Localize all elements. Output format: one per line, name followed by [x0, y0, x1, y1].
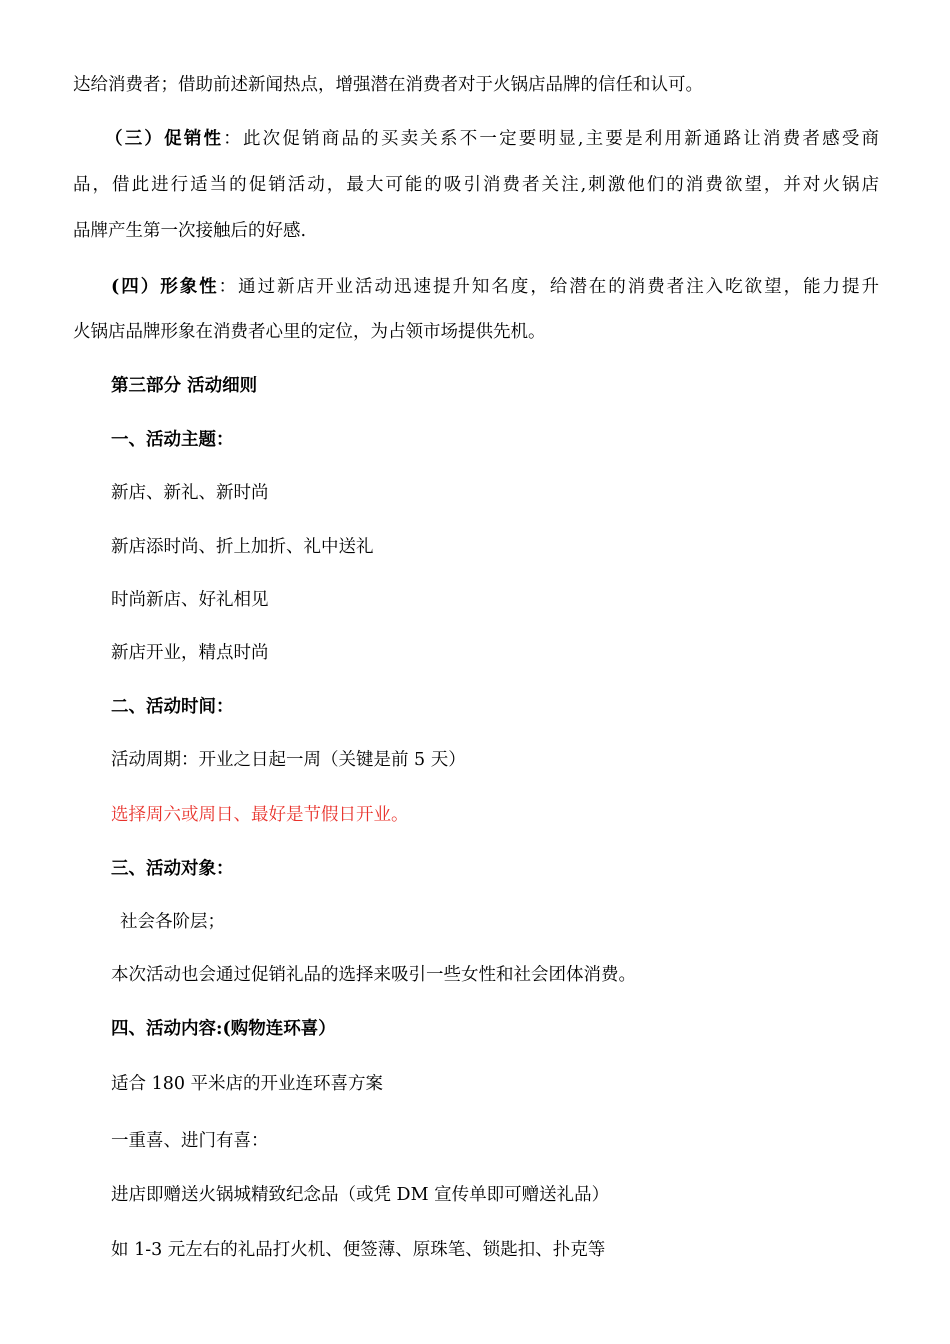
paragraph-promotion-line1	[73, 127, 879, 151]
paragraph-promotion-line2: 品，借此进行适当的促销活动，最大可能的吸引消费者关注,刺激他们的消费欲望，并对火锅店	[73, 175, 879, 195]
content-line: 如 1-3 元左右的礼品打火机、便签薄、原珠笔、锁匙扣、扑克等	[111, 1240, 606, 1260]
target-heading: 三、活动对象：	[111, 859, 234, 879]
theme-heading: 一、活动主题：	[111, 430, 234, 450]
promotion-label: （三）促销性	[105, 129, 224, 149]
time-note: 选择周六或周日、最好是节假日开业。	[111, 805, 409, 825]
image-label: (四）形象性	[111, 277, 219, 297]
section-title: 第三部分 活动细则	[111, 376, 258, 396]
content-line: 进店即赠送火锅城精致纪念品（或凭 DM 宣传单即可赠送礼品）	[111, 1185, 610, 1205]
content-heading: 四、活动内容:(购物连环喜）	[111, 1019, 336, 1039]
time-period: 活动周期：开业之日起一周（关键是前 5 天）	[111, 750, 466, 770]
theme-item: 时尚新店、好礼相见	[111, 590, 269, 610]
time-heading: 二、活动时间：	[111, 697, 234, 717]
theme-item: 新店、新礼、新时尚	[111, 483, 269, 503]
target-line: 本次活动也会通过促销礼品的选择来吸引一些女性和社会团体消费。	[111, 965, 636, 985]
image-text: 通过新店开业活动迅速提升知名度，给潜在的消费者注入吃欲望，能力提升	[238, 277, 880, 297]
target-line: 社会各阶层；	[120, 912, 225, 932]
image-colon: ：	[218, 277, 239, 297]
paragraph-image-line1	[73, 275, 879, 299]
content-line: 适合 180 平米店的开业连环喜方案	[111, 1074, 384, 1094]
paragraph-line: 达给消费者；借助前述新闻热点，增强潜在消费者对于火锅店品牌的信任和认可。	[73, 75, 703, 95]
promotion-text: 此次促销商品的买卖关系不一定要明显,主要是利用新通路让消费者感受商	[242, 129, 880, 149]
theme-item: 新店开业，精点时尚	[111, 643, 269, 663]
promotion-colon: ：	[223, 129, 243, 149]
paragraph-promotion-line3: 品牌产生第一次接触后的好感.	[73, 221, 307, 241]
content-line: 一重喜、进门有喜：	[111, 1131, 269, 1151]
paragraph-image-line2: 火锅店品牌形象在消费者心里的定位，为占领市场提供先机。	[73, 322, 546, 342]
theme-item: 新店添时尚、折上加折、礼中送礼	[111, 537, 374, 557]
